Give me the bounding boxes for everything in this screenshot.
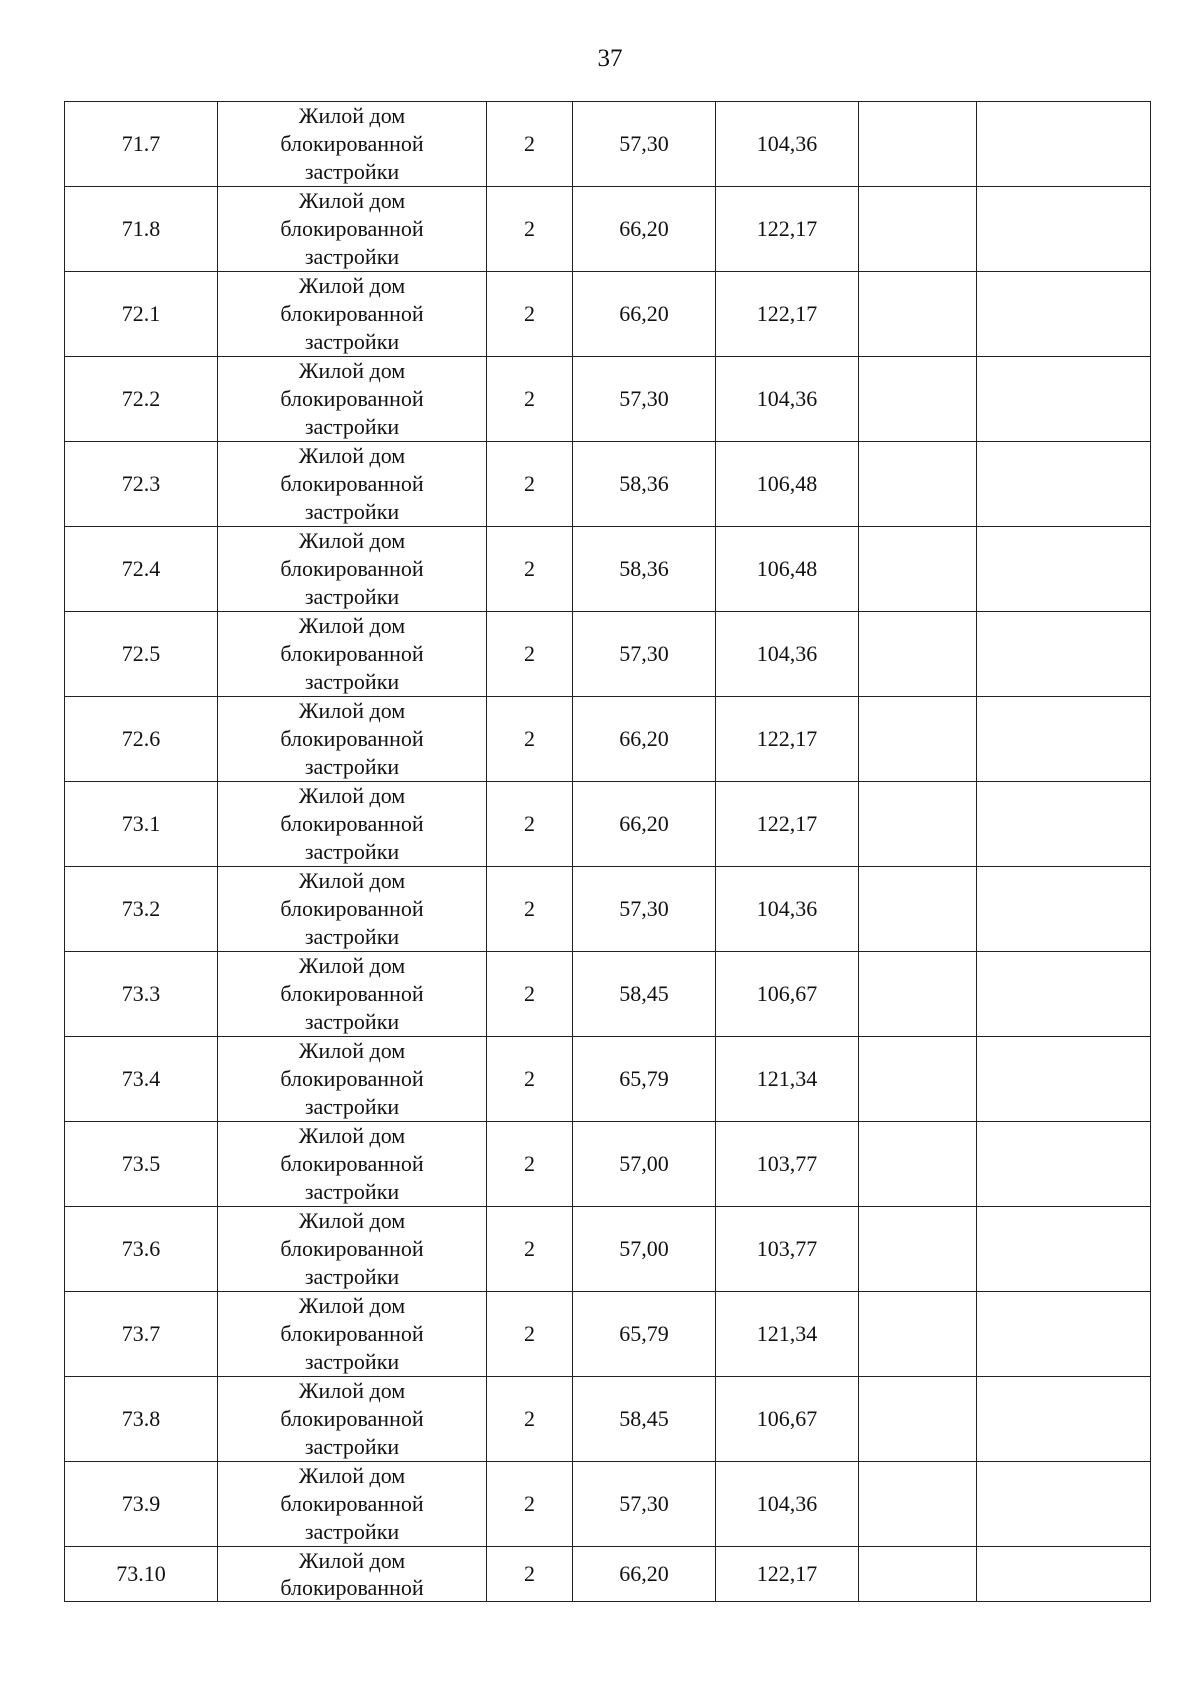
cell-area-1: 58,45 xyxy=(573,952,716,1037)
table-row xyxy=(65,357,1151,442)
cell-area-1: 66,20 xyxy=(573,1547,716,1602)
cell-number: 73.8 xyxy=(65,1377,218,1462)
cell-empty-2 xyxy=(977,1292,1151,1377)
cell-number: 71.8 xyxy=(65,187,218,272)
cell-area-1: 66,20 xyxy=(573,697,716,782)
cell-number: 72.2 xyxy=(65,357,218,442)
cell-building-type: Жилой дом блокированной застройки xyxy=(218,1377,487,1462)
cell-area-2: 103,77 xyxy=(716,1207,859,1292)
cell-empty-2 xyxy=(977,272,1151,357)
cell-building-type: Жилой дом блокированной застройки xyxy=(218,612,487,697)
cell-area-1: 58,36 xyxy=(573,442,716,527)
cell-floors: 2 xyxy=(487,527,573,612)
cell-area-1: 57,00 xyxy=(573,1122,716,1207)
cell-number: 73.5 xyxy=(65,1122,218,1207)
table-row xyxy=(65,867,1151,952)
table-row xyxy=(65,187,1151,272)
cell-empty-2 xyxy=(977,1122,1151,1207)
cell-area-2: 121,34 xyxy=(716,1292,859,1377)
cell-empty-2 xyxy=(977,1037,1151,1122)
cell-number: 73.6 xyxy=(65,1207,218,1292)
cell-building-type: Жилой дом блокированной застройки xyxy=(218,1207,487,1292)
cell-floors: 2 xyxy=(487,1377,573,1462)
cell-number: 73.1 xyxy=(65,782,218,867)
cell-empty-1 xyxy=(859,357,977,442)
page-number: 37 xyxy=(597,45,623,72)
cell-floors: 2 xyxy=(487,187,573,272)
cell-area-2: 104,36 xyxy=(716,357,859,442)
cell-area-1: 58,45 xyxy=(573,1377,716,1462)
cell-number: 72.5 xyxy=(65,612,218,697)
cell-number: 72.6 xyxy=(65,697,218,782)
table-row xyxy=(65,1377,1151,1462)
cell-area-1: 66,20 xyxy=(573,782,716,867)
cell-floors: 2 xyxy=(487,1292,573,1377)
cell-building-type: Жилой дом блокированной застройки xyxy=(218,442,487,527)
cell-building-type: Жилой дом блокированной застройки xyxy=(218,272,487,357)
cell-number: 72.4 xyxy=(65,527,218,612)
cell-empty-1 xyxy=(859,1037,977,1122)
cell-area-1: 57,30 xyxy=(573,102,716,187)
table-row xyxy=(65,1462,1151,1547)
cell-number: 73.2 xyxy=(65,867,218,952)
cell-floors: 2 xyxy=(487,1122,573,1207)
cell-empty-1 xyxy=(859,867,977,952)
cell-building-type: Жилой дом блокированной застройки xyxy=(218,1292,487,1377)
table-row xyxy=(65,697,1151,782)
cell-area-1: 66,20 xyxy=(573,272,716,357)
cell-empty-1 xyxy=(859,1377,977,1462)
cell-building-type: Жилой дом блокированной застройки xyxy=(218,697,487,782)
building-table xyxy=(64,101,1151,1602)
cell-area-1: 65,79 xyxy=(573,1037,716,1122)
table-row xyxy=(65,272,1151,357)
cell-building-type: Жилой дом блокированной застройки xyxy=(218,1122,487,1207)
cell-area-2: 122,17 xyxy=(716,697,859,782)
table-row xyxy=(65,612,1151,697)
table-row xyxy=(65,1292,1151,1377)
cell-empty-2 xyxy=(977,1207,1151,1292)
table-row xyxy=(65,527,1151,612)
cell-area-2: 104,36 xyxy=(716,867,859,952)
cell-area-2: 104,36 xyxy=(716,1462,859,1547)
cell-empty-1 xyxy=(859,697,977,782)
cell-building-type: Жилой дом блокированной застройки xyxy=(218,1462,487,1547)
cell-area-1: 57,30 xyxy=(573,867,716,952)
cell-empty-2 xyxy=(977,697,1151,782)
cell-empty-2 xyxy=(977,782,1151,867)
cell-empty-1 xyxy=(859,187,977,272)
cell-empty-1 xyxy=(859,1207,977,1292)
cell-floors: 2 xyxy=(487,952,573,1037)
cell-empty-1 xyxy=(859,102,977,187)
cell-number: 73.7 xyxy=(65,1292,218,1377)
cell-empty-1 xyxy=(859,1547,977,1602)
cell-empty-2 xyxy=(977,952,1151,1037)
cell-number: 72.1 xyxy=(65,272,218,357)
cell-building-type: Жилой дом блокированной застройки xyxy=(218,1037,487,1122)
cell-building-type: Жилой дом блокированной xyxy=(218,1547,487,1602)
cell-empty-2 xyxy=(977,442,1151,527)
cell-area-2: 106,67 xyxy=(716,1377,859,1462)
cell-building-type: Жилой дом блокированной застройки xyxy=(218,187,487,272)
cell-floors: 2 xyxy=(487,272,573,357)
cell-empty-2 xyxy=(977,357,1151,442)
cell-building-type: Жилой дом блокированной застройки xyxy=(218,527,487,612)
cell-floors: 2 xyxy=(487,1037,573,1122)
cell-building-type: Жилой дом блокированной застройки xyxy=(218,102,487,187)
cell-area-2: 106,67 xyxy=(716,952,859,1037)
table-body xyxy=(65,102,1151,1602)
cell-area-1: 66,20 xyxy=(573,187,716,272)
cell-area-2: 122,17 xyxy=(716,782,859,867)
table-row xyxy=(65,1207,1151,1292)
cell-area-2: 104,36 xyxy=(716,612,859,697)
table-row xyxy=(65,1547,1151,1602)
cell-empty-1 xyxy=(859,442,977,527)
cell-empty-1 xyxy=(859,1292,977,1377)
cell-area-2: 121,34 xyxy=(716,1037,859,1122)
cell-empty-2 xyxy=(977,1462,1151,1547)
cell-area-1: 58,36 xyxy=(573,527,716,612)
cell-floors: 2 xyxy=(487,1547,573,1602)
cell-area-2: 122,17 xyxy=(716,272,859,357)
cell-area-1: 57,30 xyxy=(573,612,716,697)
cell-floors: 2 xyxy=(487,442,573,527)
table-row xyxy=(65,1037,1151,1122)
cell-floors: 2 xyxy=(487,1462,573,1547)
cell-empty-2 xyxy=(977,1377,1151,1462)
cell-empty-2 xyxy=(977,1547,1151,1602)
cell-floors: 2 xyxy=(487,782,573,867)
cell-empty-1 xyxy=(859,1122,977,1207)
cell-empty-2 xyxy=(977,867,1151,952)
cell-empty-1 xyxy=(859,952,977,1037)
cell-area-2: 122,17 xyxy=(716,1547,859,1602)
cell-empty-2 xyxy=(977,527,1151,612)
table-row xyxy=(65,952,1151,1037)
cell-number: 71.7 xyxy=(65,102,218,187)
cell-floors: 2 xyxy=(487,697,573,782)
cell-building-type: Жилой дом блокированной застройки xyxy=(218,952,487,1037)
cell-building-type: Жилой дом блокированной застройки xyxy=(218,357,487,442)
cell-floors: 2 xyxy=(487,867,573,952)
cell-floors: 2 xyxy=(487,102,573,187)
cell-empty-1 xyxy=(859,527,977,612)
cell-area-2: 103,77 xyxy=(716,1122,859,1207)
cell-area-2: 104,36 xyxy=(716,102,859,187)
cell-area-1: 65,79 xyxy=(573,1292,716,1377)
cell-empty-1 xyxy=(859,612,977,697)
cell-empty-2 xyxy=(977,612,1151,697)
cell-area-2: 106,48 xyxy=(716,527,859,612)
cell-floors: 2 xyxy=(487,612,573,697)
cell-area-1: 57,30 xyxy=(573,1462,716,1547)
table-row xyxy=(65,442,1151,527)
cell-area-1: 57,30 xyxy=(573,357,716,442)
cell-number: 72.3 xyxy=(65,442,218,527)
cell-building-type: Жилой дом блокированной застройки xyxy=(218,782,487,867)
cell-number: 73.10 xyxy=(65,1547,218,1602)
cell-empty-2 xyxy=(977,187,1151,272)
cell-building-type: Жилой дом блокированной застройки xyxy=(218,867,487,952)
cell-empty-1 xyxy=(859,272,977,357)
cell-empty-2 xyxy=(977,102,1151,187)
cell-empty-1 xyxy=(859,782,977,867)
table-row xyxy=(65,1122,1151,1207)
cell-area-2: 106,48 xyxy=(716,442,859,527)
table-row xyxy=(65,782,1151,867)
cell-number: 73.3 xyxy=(65,952,218,1037)
cell-number: 73.9 xyxy=(65,1462,218,1547)
cell-floors: 2 xyxy=(487,357,573,442)
cell-area-2: 122,17 xyxy=(716,187,859,272)
cell-number: 73.4 xyxy=(65,1037,218,1122)
table-row xyxy=(65,102,1151,187)
cell-floors: 2 xyxy=(487,1207,573,1292)
cell-area-1: 57,00 xyxy=(573,1207,716,1292)
cell-empty-1 xyxy=(859,1462,977,1547)
